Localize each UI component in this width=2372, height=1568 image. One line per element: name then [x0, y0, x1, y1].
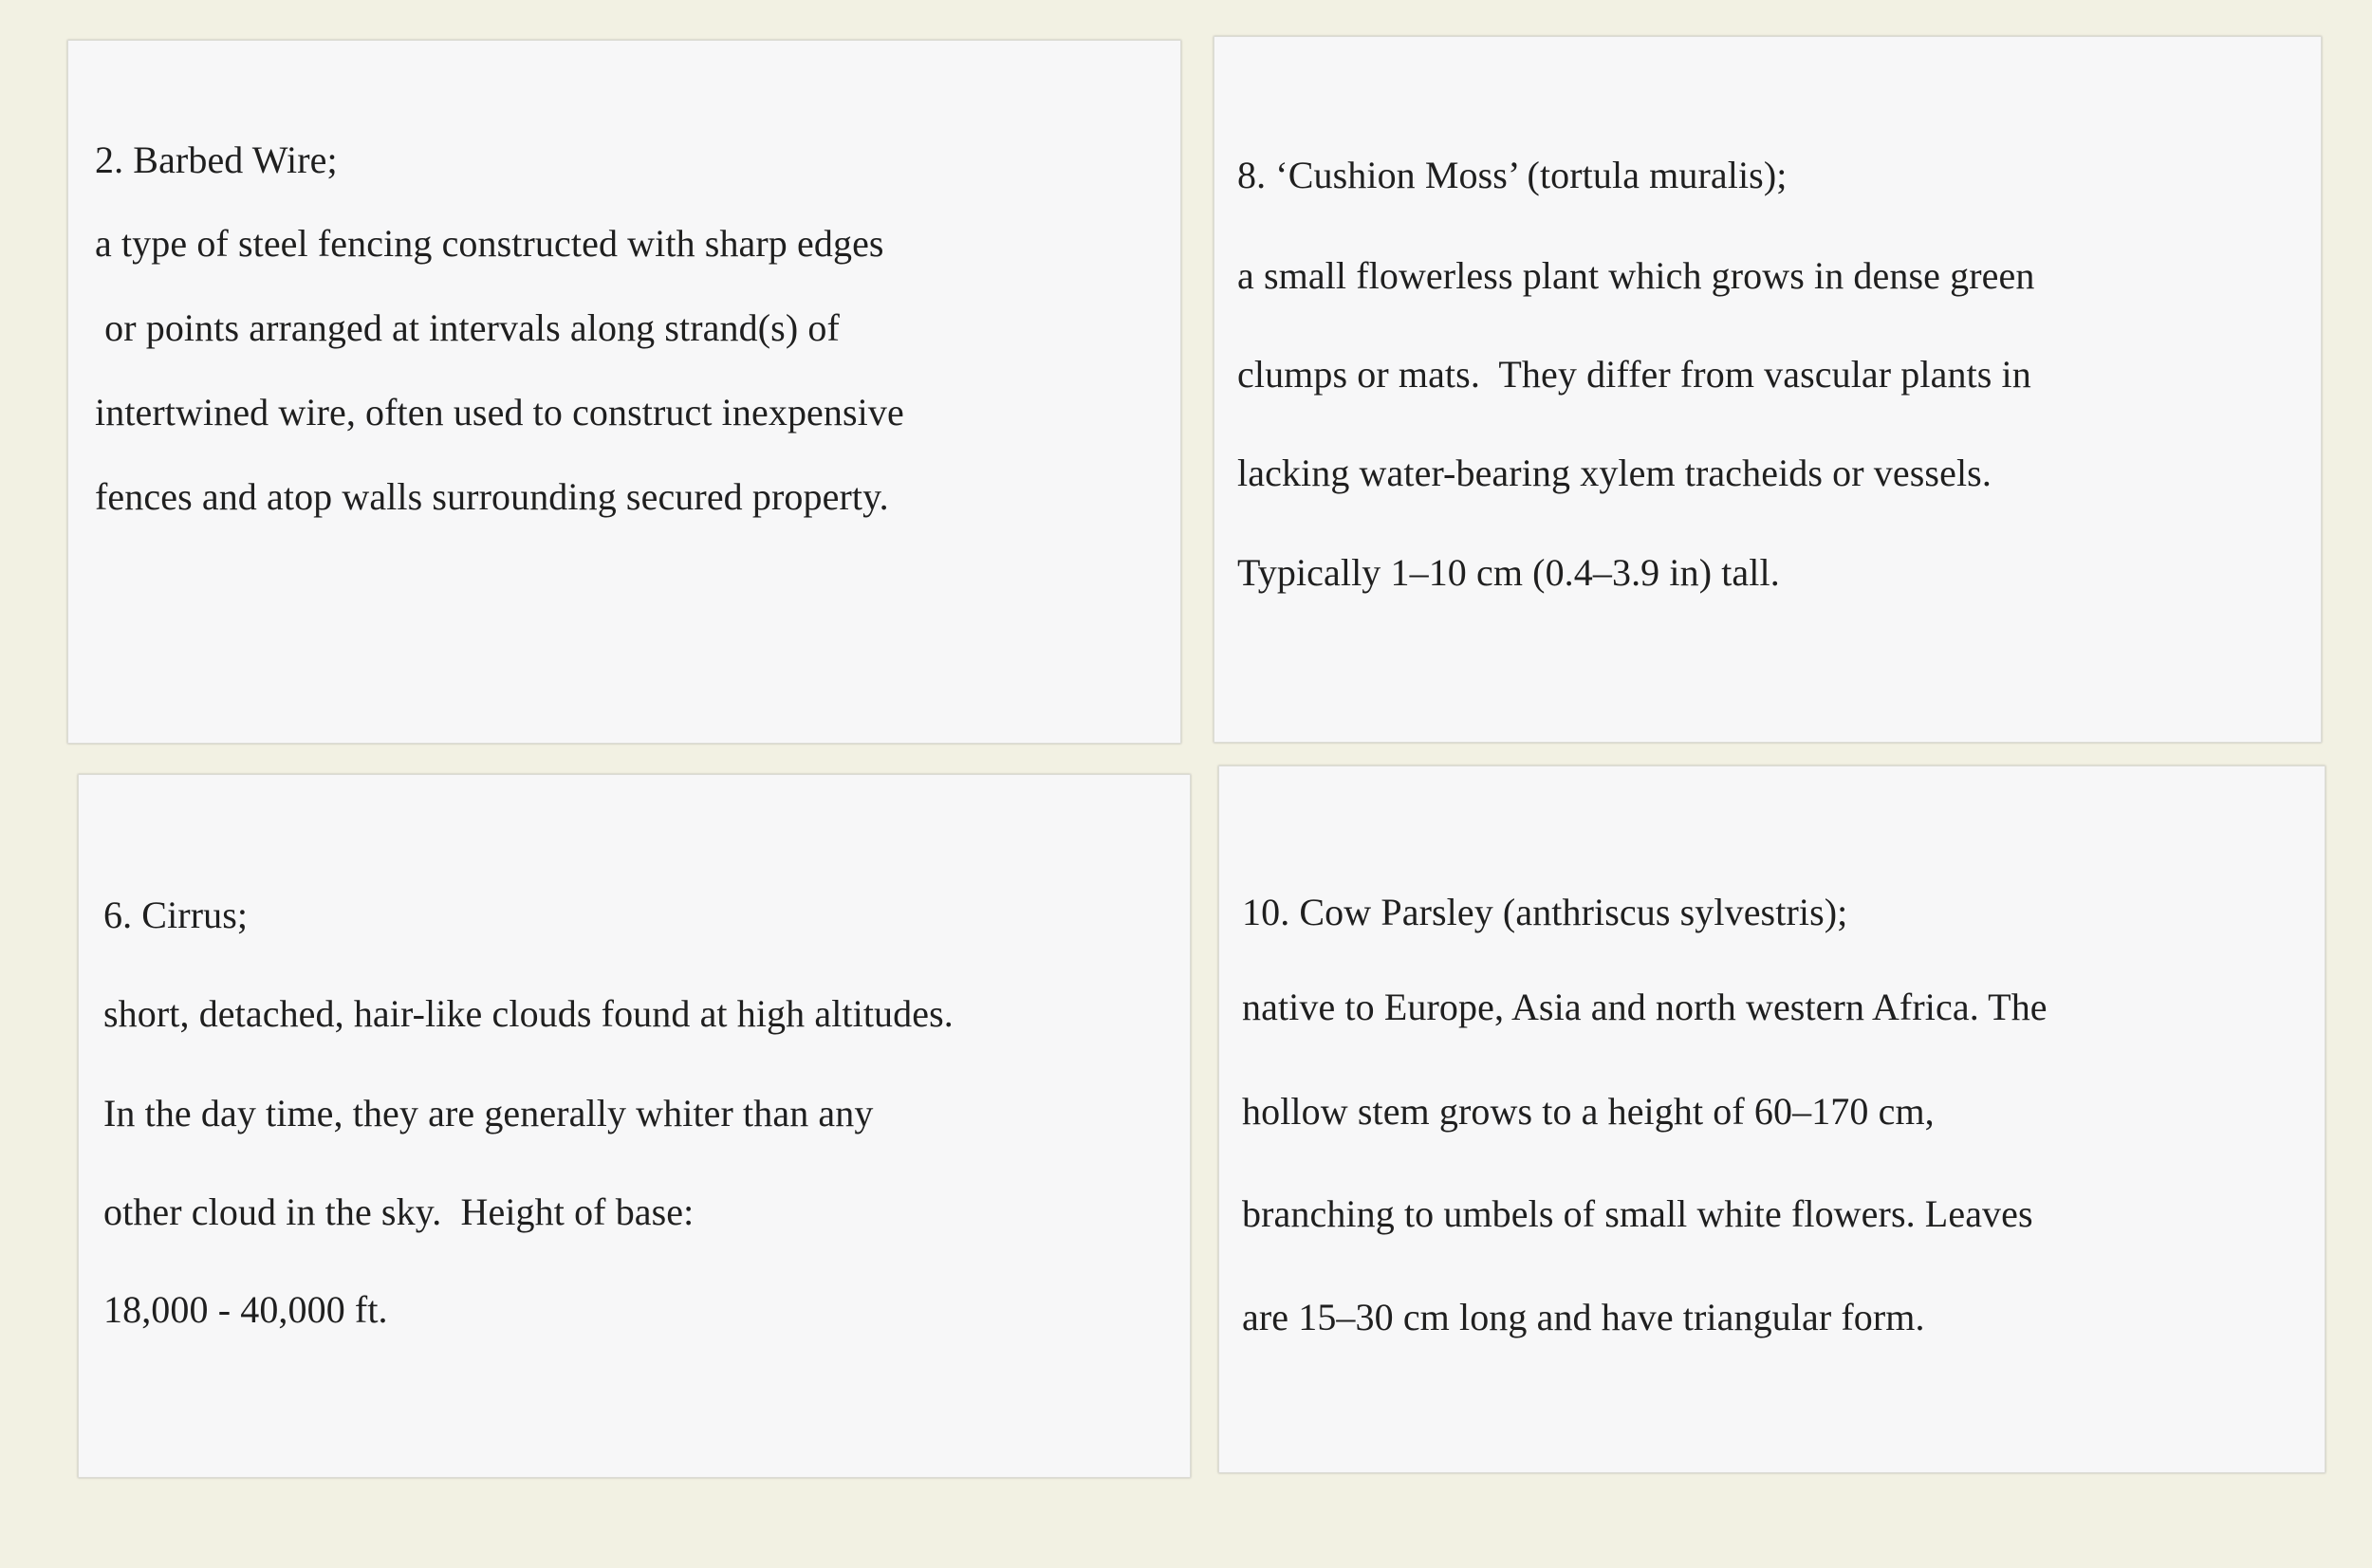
card-cirrus — [78, 774, 1191, 1478]
card-text-line: 18,000 - 40,000 ft. — [103, 1288, 388, 1331]
card-cow-parsley — [1218, 766, 2326, 1473]
card-cushion-moss — [1214, 36, 2322, 743]
card-text-line: intertwined wire, often used to construct inexpensive — [95, 391, 904, 434]
card-text-line: a small flowerless plant which grows in dense green — [1237, 254, 2035, 297]
card-text-line: native to Europe, Asia and north western Africa. The — [1242, 986, 2048, 1028]
card-text-line: In the day time, they are generally whiter than any — [103, 1092, 874, 1134]
card-text-line: lacking water-bearing xylem tracheids or vessels. — [1237, 452, 1992, 494]
card-text-line: branching to umbels of small white flowers. Leaves — [1242, 1192, 2033, 1235]
card-barbed-wire — [67, 40, 1181, 744]
card-text-line: clumps or mats. They differ from vascular plants in — [1237, 353, 2031, 396]
card-heading: 2. Barbed Wire; — [95, 138, 338, 181]
card-text-line: a type of steel fencing constructed with sharp edges — [95, 222, 884, 265]
card-text-line: hollow stem grows to a height of 60–170 cm, — [1242, 1090, 1935, 1133]
card-heading: 6. Cirrus; — [103, 894, 249, 936]
card-text-line: Typically 1–10 cm (0.4–3.9 in) tall. — [1237, 551, 1780, 594]
card-text-line: other cloud in the sky. Height of base: — [103, 1190, 695, 1233]
card-text-line: short, detached, hair-like clouds found at high altitudes. — [103, 992, 954, 1035]
card-text-line: are 15–30 cm long and have triangular form. — [1242, 1296, 1925, 1338]
card-text-line: fences and atop walls surrounding secured property. — [95, 475, 889, 518]
card-text-line: or points arranged at intervals along strand(s) of — [95, 306, 840, 349]
card-heading: 8. ‘Cushion Moss’ (tortula muralis); — [1237, 154, 1788, 196]
card-heading: 10. Cow Parsley (anthriscus sylvestris); — [1242, 891, 1848, 933]
